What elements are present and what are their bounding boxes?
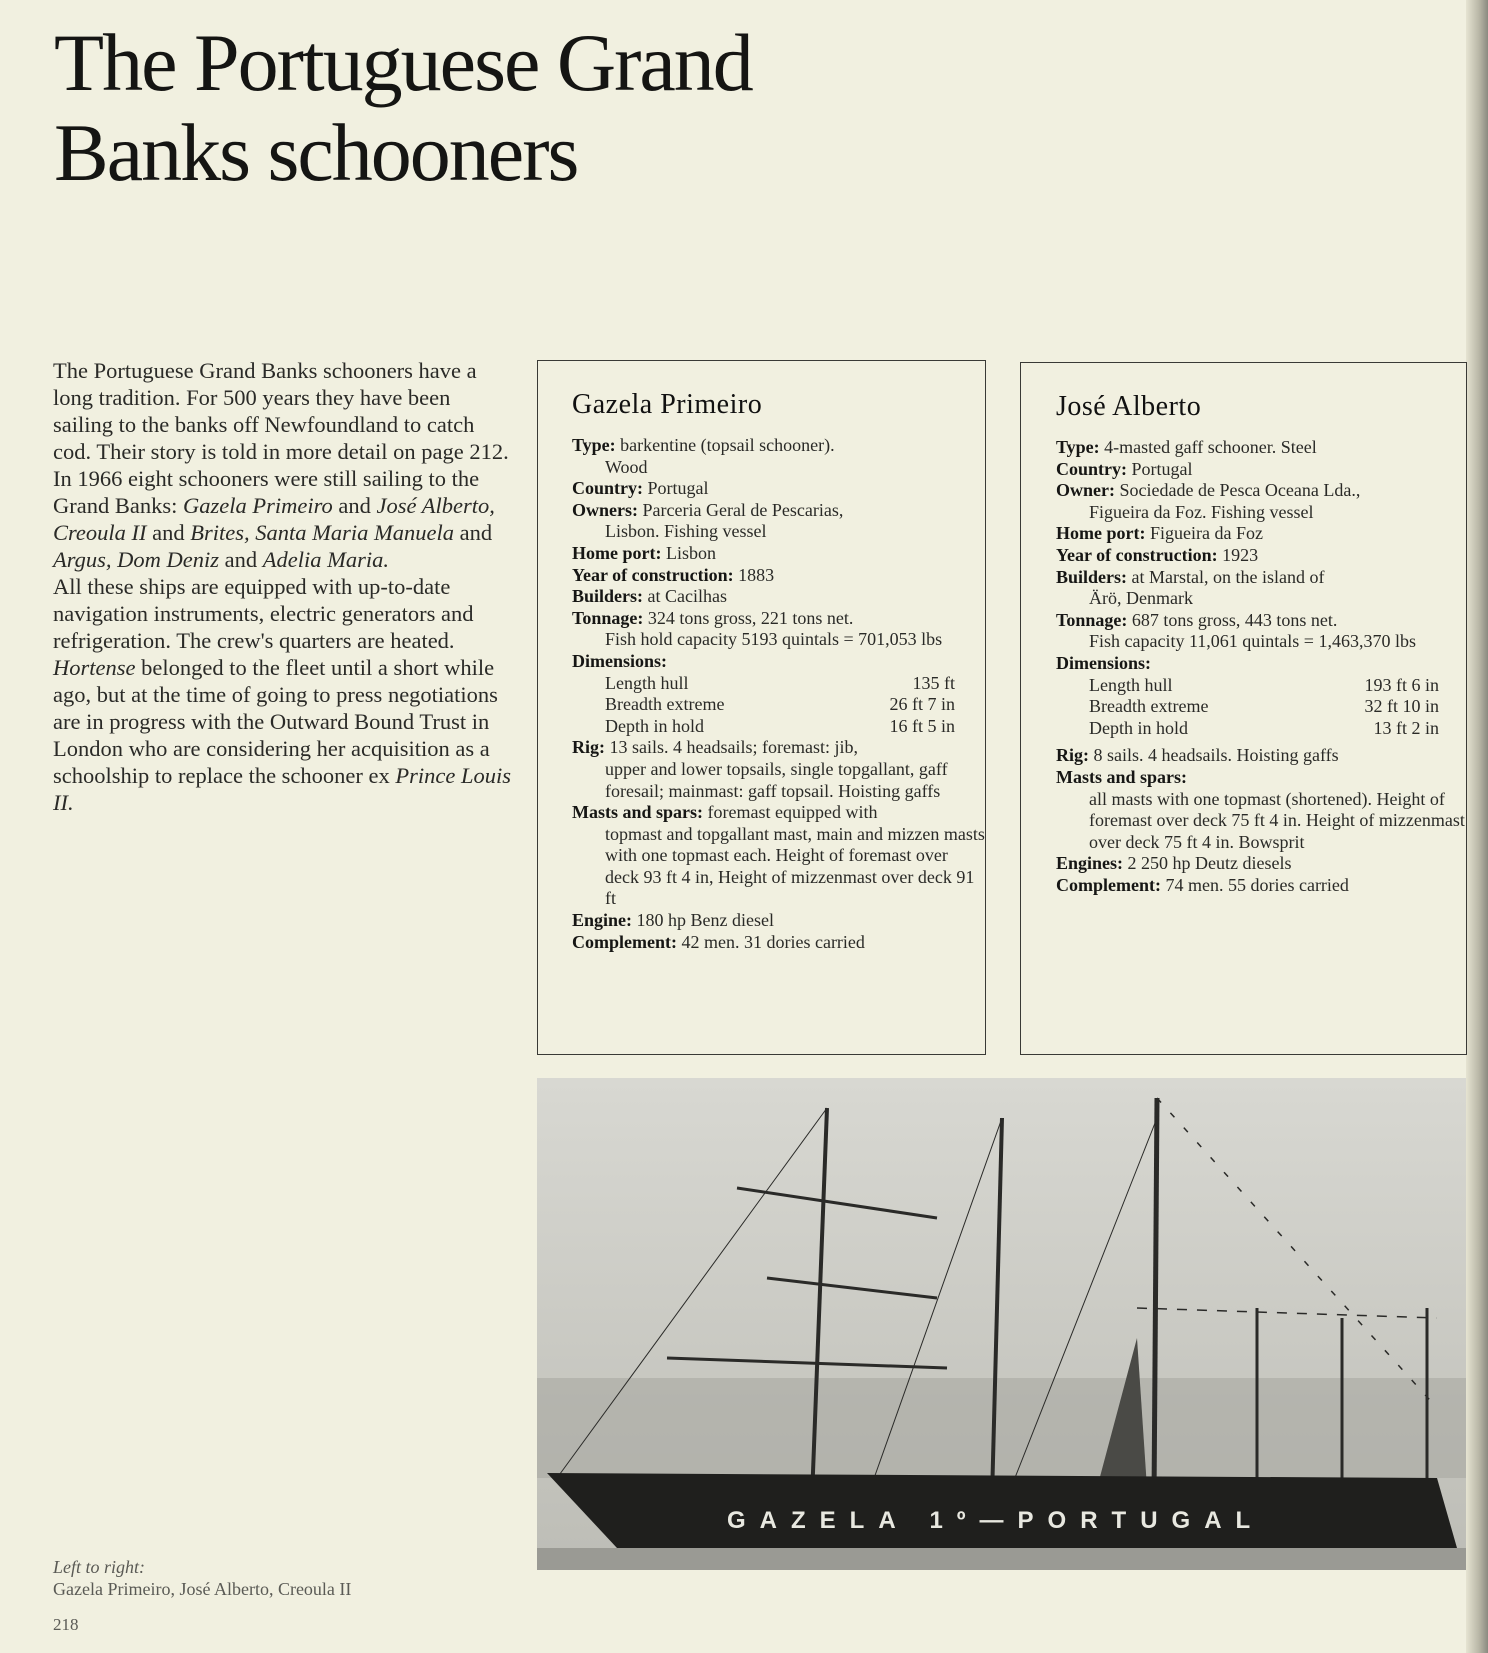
ship-box-gazela-primeiro	[537, 360, 986, 1055]
spec-entry	[1056, 480, 1466, 523]
spec-value: 1923	[1222, 544, 1259, 565]
spec-value-continued: Lisbon. Fishing vessel	[605, 521, 767, 542]
dimension-name: Depth in hold	[605, 715, 704, 736]
schooner-photo-illustration	[537, 1078, 1466, 1570]
spec-entry	[1056, 875, 1466, 897]
spec-value: at Marstal, on the island of	[1131, 566, 1325, 587]
spec-entry	[572, 543, 985, 565]
spec-label: Builders:	[1056, 566, 1128, 587]
dimension-name: Breadth extreme	[1089, 696, 1209, 717]
spec-label: Year of construction:	[1056, 544, 1218, 565]
ship-name-italic: José Alberto, Creoula II	[53, 493, 495, 545]
spec-entry	[1056, 523, 1466, 545]
spec-value: 8 sails. 4 headsails. Hoisting gaffs	[1093, 745, 1339, 766]
spec-label: Engines:	[1056, 853, 1124, 874]
spec-value: Portugal	[1131, 458, 1193, 479]
spec-label: Owner:	[1056, 480, 1115, 501]
spec-entry	[572, 478, 985, 500]
dimension-value: 16 ft 5 in	[889, 715, 955, 736]
spec-value: 4-masted gaff schooner. Steel	[1104, 437, 1317, 457]
spec-label: Home port:	[572, 542, 662, 563]
ship-name: José Alberto	[1056, 391, 1202, 422]
spec-label: Builders:	[572, 586, 644, 607]
spec-entry	[572, 910, 985, 932]
intro-text	[53, 357, 513, 816]
spec-label: Country:	[572, 478, 643, 499]
spec-entry	[1056, 545, 1466, 567]
spec-entry	[1056, 459, 1466, 481]
dimension-name: Length hull	[605, 672, 689, 693]
spec-entry	[1056, 437, 1466, 459]
text-run: and	[219, 547, 263, 572]
spec-value-continued: Figueira da Foz. Fishing vessel	[1089, 501, 1314, 522]
dimensions-table	[605, 673, 955, 738]
spec-value: 2 250 hp Deutz diesels	[1127, 853, 1292, 874]
spec-entry	[572, 608, 985, 651]
dimension-value: 26 ft 7 in	[889, 694, 955, 715]
dimension-row	[605, 673, 955, 695]
book-gutter	[1466, 0, 1488, 1653]
spec-value: 324 tons gross, 221 tons net.	[647, 607, 854, 628]
spec-value: 42 men. 31 dories carried	[681, 931, 865, 952]
dimension-value: 32 ft 10 in	[1364, 696, 1439, 717]
dimension-row	[1089, 718, 1439, 740]
spec-entry	[1056, 745, 1466, 767]
spec-value-continued: upper and lower topsails, single topgallant, gaff foresail; mainmast: gaff topsail. Hoisting gaffs	[605, 758, 948, 801]
spec-label: Home port:	[1056, 523, 1146, 544]
spec-entry	[572, 565, 985, 587]
text-run: and	[146, 520, 191, 545]
spec-value: foremast equipped with	[707, 802, 878, 823]
spec-value: 74 men. 55 dories carried	[1165, 874, 1349, 895]
dimension-name: Length hull	[1089, 674, 1173, 695]
spec-value: 180 hp Benz diesel	[636, 910, 774, 931]
spec-label: Rig:	[1056, 745, 1089, 766]
spec-value-continued: Fish capacity 11,061 quintals = 1,463,370 lbs	[1089, 631, 1416, 652]
dimension-row	[605, 716, 955, 738]
intro-paragraph	[53, 654, 513, 816]
text-run: The Portuguese Grand Banks schooners have a long tradition. For 500 years they have been sailing to the banks off Newfoundland to catch cod. Their story is told in more detail on page 212.	[53, 358, 509, 464]
spec-value: Parceria Geral de Pescarias,	[642, 499, 844, 520]
dimension-row	[605, 694, 955, 716]
spec-value-continued: all masts with one topmast (shortened). Height of foremast over deck 75 ft 4 in. Height of mizzenmast over deck 75 ft 4 in. Bowsprit	[1089, 788, 1465, 852]
text-run: All these ships are equipped with up-to-date navigation instruments, electric generators and refrigeration. The crew's quarters are heated.	[53, 574, 474, 653]
ship-name-italic: Argus, Dom Deniz	[53, 547, 220, 572]
dimensions-heading	[1056, 653, 1466, 675]
spec-value: Sociedade de Pesca Oceana Lda.,	[1119, 480, 1361, 501]
spec-value: Lisbon	[665, 542, 716, 563]
spec-label: Type:	[1056, 437, 1100, 457]
spec-value-continued: Fish hold capacity 5193 quintals = 701,053 lbs	[605, 629, 943, 650]
text-run: belonged to the fleet until a short while ago, but at the time of going to press negotiations are in progress with the Outward Bound Trust in London who are considering her acquisition as a schoolship to replace the schooner ex	[53, 655, 498, 788]
spec-entry	[1056, 567, 1466, 610]
caption-text: Gazela Primeiro, José Alberto, Creoula II	[53, 1579, 352, 1599]
ship-name-italic: Hortense	[53, 655, 136, 680]
dimension-row	[1089, 696, 1439, 718]
intro-paragraph	[53, 573, 513, 654]
ship-box-jose-alberto	[1020, 362, 1467, 1055]
spec-value-continued: Ärö, Denmark	[1089, 588, 1193, 609]
spec-entry	[1056, 853, 1466, 875]
page-number: 218	[53, 1615, 79, 1634]
dimension-value: 135 ft	[912, 672, 955, 693]
spec-value: 1883	[738, 564, 775, 585]
spec-label: Tonnage:	[1056, 609, 1128, 630]
ship-name-italic: Gazela Primeiro	[182, 493, 333, 518]
text-run: and	[454, 520, 493, 545]
spec-entry	[572, 932, 985, 954]
spec-value-continued: topmast and topgallant mast, main and mizzen masts with one topmast each. Height of foremast over deck 93 ft 4 in, Height of mizzenmast over deck 91 ft	[605, 823, 985, 909]
spec-value: barkentine (topsail schooner).	[620, 435, 835, 455]
ship-photo	[537, 1078, 1466, 1570]
spec-label: Country:	[1056, 458, 1127, 479]
dimension-row	[1089, 675, 1439, 697]
text-run: and	[332, 493, 377, 518]
spec-label: Type:	[572, 435, 616, 455]
spec-value-continued: Wood	[605, 456, 648, 477]
intro-paragraph	[53, 465, 513, 573]
ship-name-italic: Brites, Santa Maria Manuela	[190, 520, 455, 545]
spec-entry	[572, 802, 985, 910]
ship-name-italic: Prince Louis II.	[53, 763, 512, 815]
spec-entry	[1056, 610, 1466, 653]
intro-paragraph	[53, 357, 513, 465]
spec-label: Owners:	[572, 499, 638, 520]
dimensions-table	[1089, 675, 1439, 740]
spec-entry	[572, 500, 985, 543]
spec-label: Tonnage:	[572, 607, 644, 628]
dimension-value: 193 ft 6 in	[1364, 674, 1439, 695]
spec-value: Figueira da Foz	[1149, 523, 1263, 544]
dimension-name: Depth in hold	[1089, 717, 1188, 738]
spec-label: Complement:	[1056, 874, 1161, 895]
spec-label: Engine:	[572, 910, 633, 931]
spec-value: Portugal	[647, 478, 709, 499]
spec-entry	[1056, 767, 1466, 853]
spec-label: Complement:	[572, 931, 677, 952]
caption-lead: Left to right:	[53, 1557, 146, 1577]
spec-value: at Cacilhas	[647, 586, 727, 607]
spec-label: Year of construction:	[572, 564, 734, 585]
spec-label: Rig:	[572, 737, 605, 758]
spec-value: 687 tons gross, 443 tons net.	[1131, 609, 1338, 630]
spec-label: Masts and spars:	[1056, 766, 1188, 787]
ship-name-italic: Adelia Maria.	[262, 547, 390, 572]
spec-value: 13 sails. 4 headsails; foremast: jib,	[609, 737, 858, 758]
hull-lettering: GAZELA 1º—PORTUGAL	[727, 1507, 1265, 1534]
spec-label: Masts and spars:	[572, 802, 704, 823]
dimension-name: Breadth extreme	[605, 694, 725, 715]
dimensions-label: Dimensions:	[572, 650, 668, 671]
dimension-value: 13 ft 2 in	[1373, 717, 1439, 738]
spec-entry	[572, 737, 985, 802]
spec-entry	[572, 435, 985, 478]
dimensions-heading	[572, 651, 985, 673]
text-run: In 1966 eight schooners were still sailing to the Grand Banks:	[53, 466, 480, 518]
dimensions-label: Dimensions:	[1056, 652, 1152, 673]
ship-name: Gazela Primeiro	[572, 389, 763, 420]
spec-entry	[572, 586, 985, 608]
page-title: The Portuguese Grand Banks schooners	[54, 17, 752, 198]
photo-caption	[53, 1556, 351, 1600]
